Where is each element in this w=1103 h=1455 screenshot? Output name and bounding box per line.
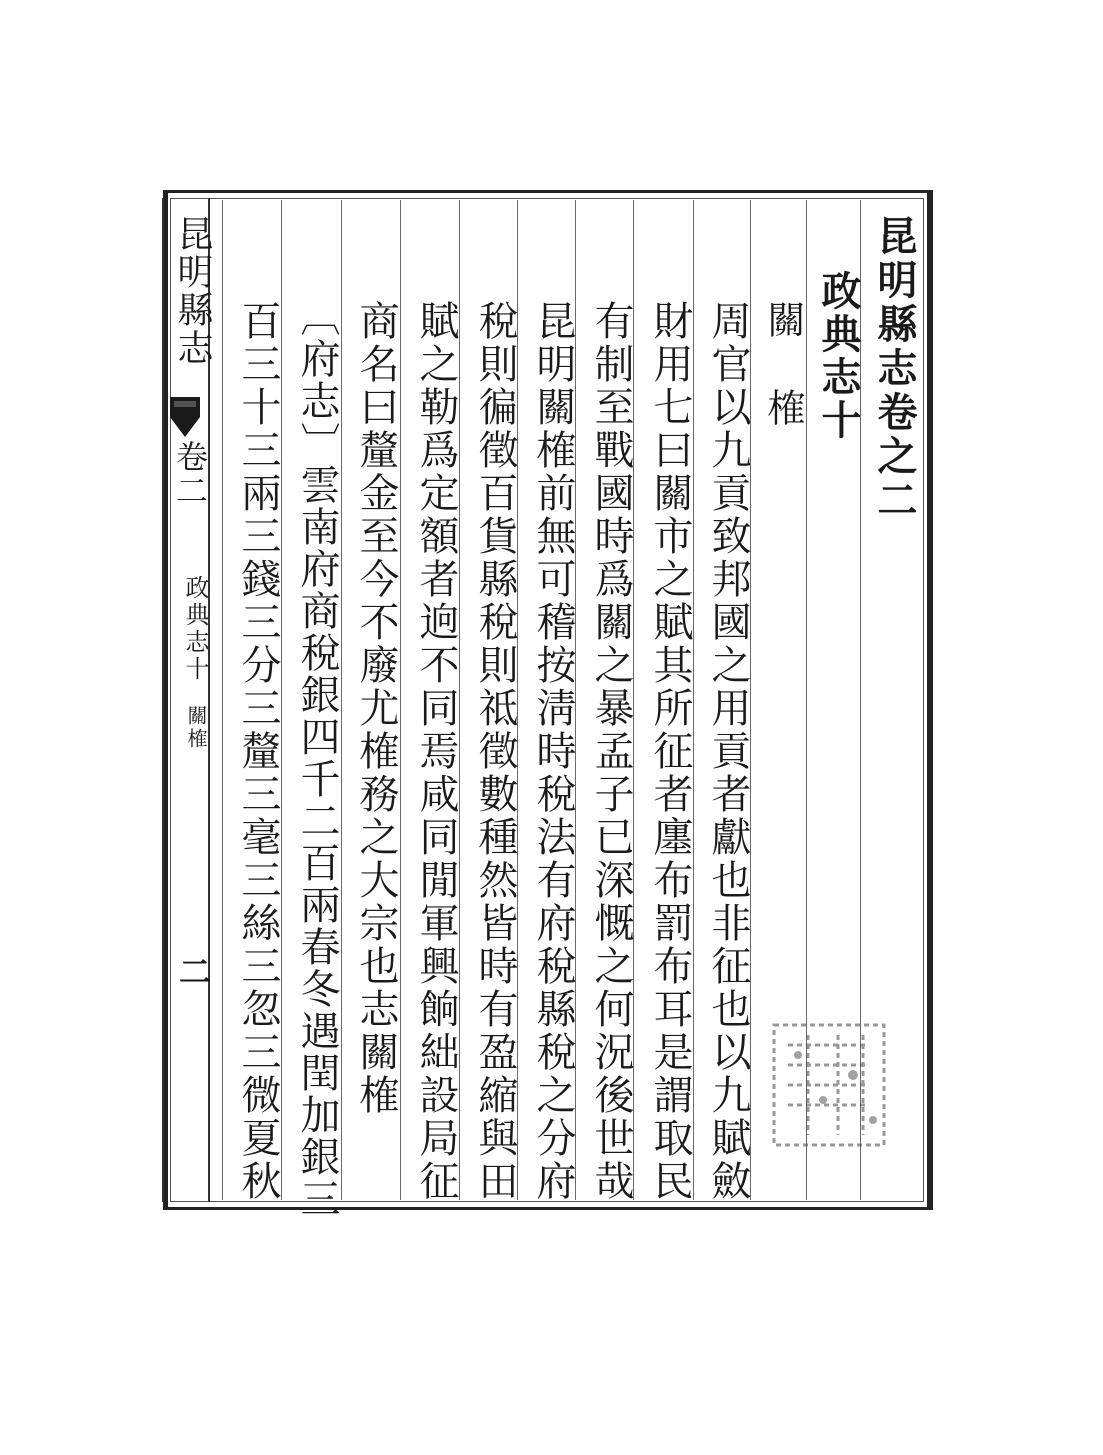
text-column-8: 〔府志〕雲南府商稅銀四千二百兩春冬遇閏加銀三 (294, 296, 340, 1220)
chapter-title: 政典志十 (815, 270, 862, 442)
fish-tail-icon (168, 395, 202, 439)
section-title: 關 榷 (761, 300, 805, 429)
text-column-5: 稅則徧徵百貨縣稅則祗徵數種然皆時有盈縮與田 (472, 300, 518, 1203)
text-column-4: 昆明關榷前無可稽按淸時稅法有府稅縣稅之分府 (530, 300, 576, 1203)
margin-chapter: 政典志十 (181, 575, 209, 683)
text-column-9: 百三十三兩三錢三分三釐三毫三絲三忽三微夏秋 (235, 300, 281, 1203)
gutter-line-left (162, 198, 164, 1202)
volume-title: 昆明縣志卷之二 (871, 215, 918, 523)
margin-volume: 卷二 (171, 440, 209, 508)
library-seal (768, 1005, 898, 1165)
text-column-2: 財用七曰關市之賦其所征者廛布罰布耳是謂取民 (647, 300, 693, 1203)
margin-page-number: 二 (174, 955, 212, 990)
text-column-7: 商名曰釐金至今不廢尤榷務之大宗也志關榷 (353, 300, 399, 1117)
margin-section: 關榷 (184, 705, 208, 751)
text-column-6: 賦之勒爲定額者逈不同焉咸同閒軍興餉絀設局征 (413, 300, 459, 1203)
text-column-1: 周官以九貢致邦國之用貢者獻也非征也以九賦斂 (705, 300, 751, 1203)
margin-book-label: 昆明縣志 (172, 215, 213, 367)
text-column-3: 有制至戰國時爲關之暴孟子已深慨之何況後世哉 (588, 300, 634, 1203)
column-rule (222, 200, 223, 1200)
